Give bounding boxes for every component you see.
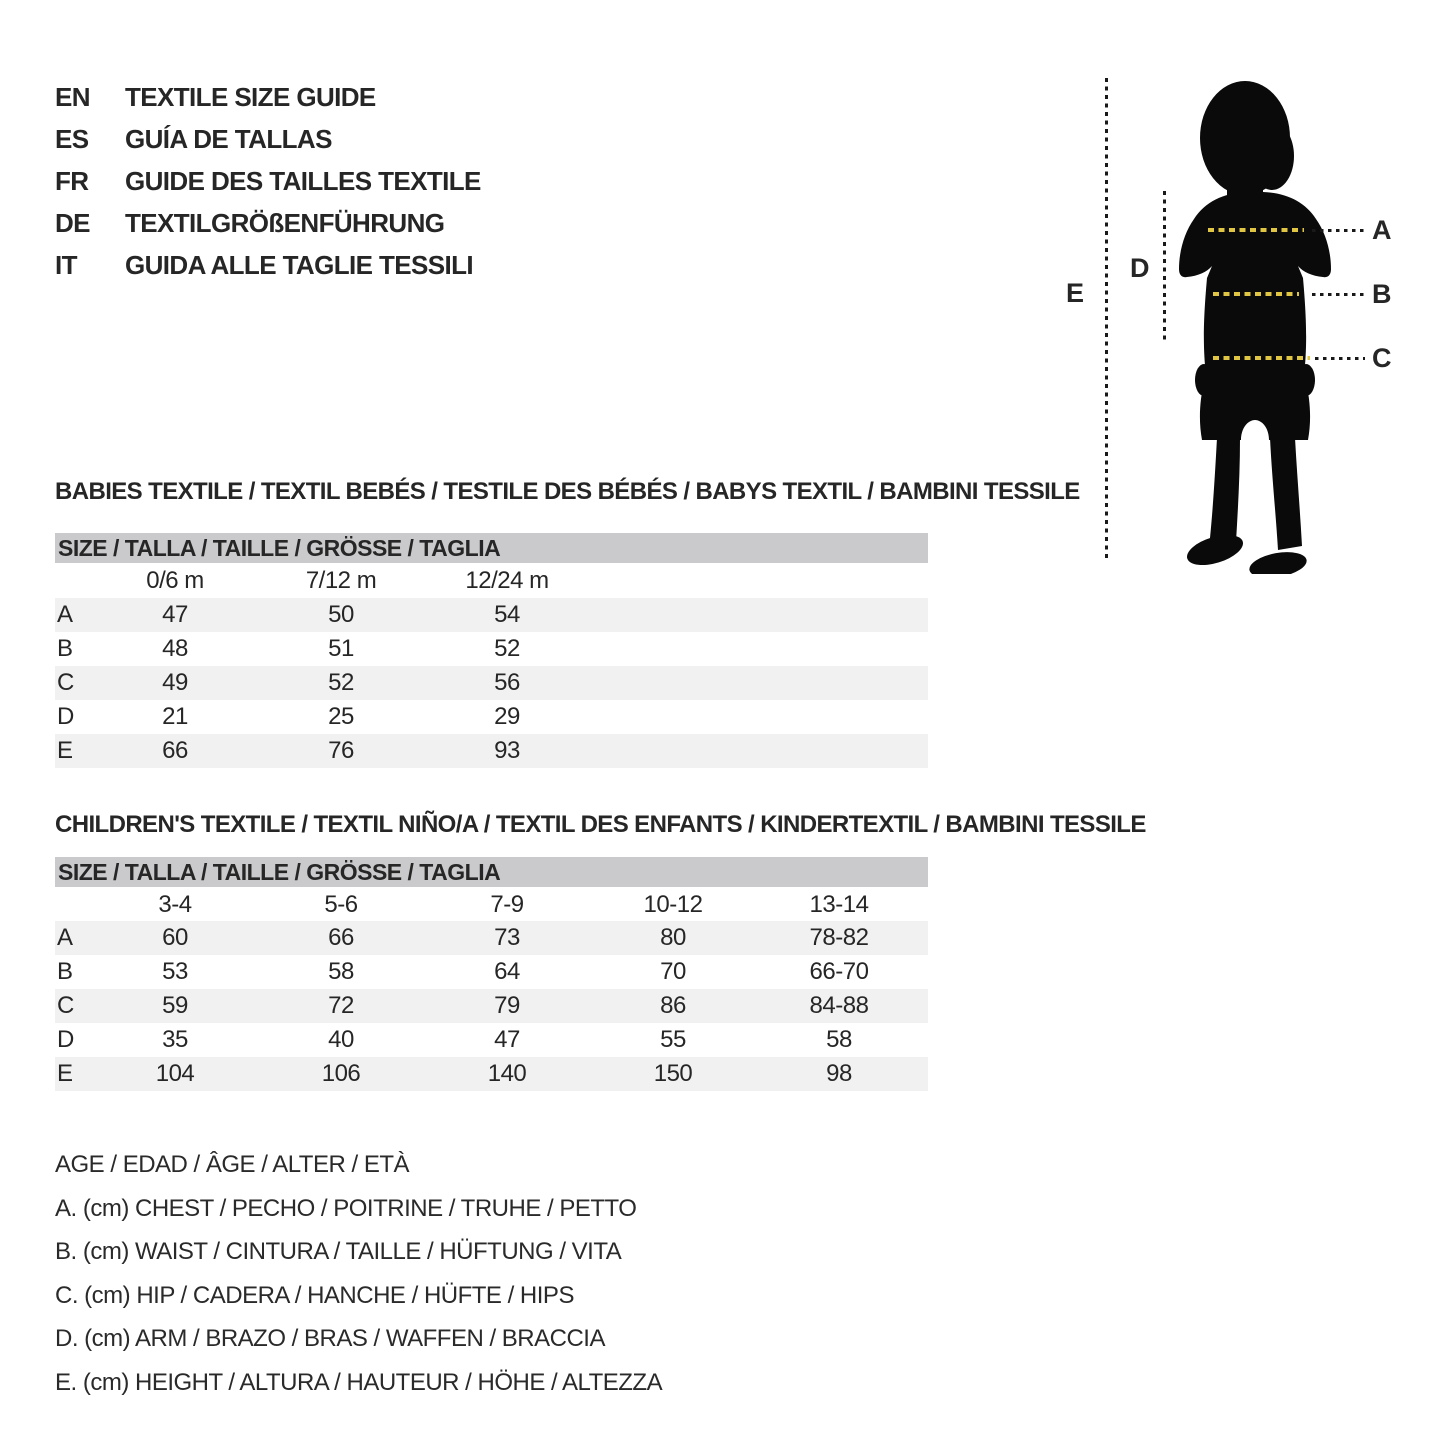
chest-measure-dots xyxy=(1312,229,1364,232)
cell: 98 xyxy=(826,1060,852,1087)
babies-size-header-bar: SIZE / TALLA / TAILLE / GRÖSSE / TAGLIA xyxy=(55,533,928,563)
table-row xyxy=(55,666,928,700)
table-row xyxy=(55,1023,928,1057)
babies-section-title: BABIES TEXTILE / TEXTIL BEBÉS / TESTILE DES BÉBÉS / BABYS TEXTIL / BAMBINI TESSILE xyxy=(55,478,1080,505)
column-header: 0/6 m xyxy=(146,566,204,594)
legend-hip: C. (cm) HIP / CADERA / HANCHE / HÜFTE / HIPS xyxy=(55,1281,574,1309)
arm-measure-line-d xyxy=(1163,191,1166,342)
cell: 35 xyxy=(162,1026,188,1053)
legend-arm: D. (cm) ARM / BRAZO / BRAS / WAFFEN / BRACCIA xyxy=(55,1325,605,1352)
child-silhouette xyxy=(1177,78,1333,574)
lang-title: GUIDA ALLE TAGLIE TESSILI xyxy=(125,250,474,280)
legend-waist: B. (cm) WAIST / CINTURA / TAILLE / HÜFTUNG / VITA xyxy=(55,1238,622,1265)
height-measure-line-e xyxy=(1105,78,1108,562)
lang-row-it xyxy=(55,244,481,286)
cell: 48 xyxy=(162,635,188,662)
lang-title: GUÍA DE TALLAS xyxy=(125,124,332,154)
table-row xyxy=(55,632,928,666)
cell: 86 xyxy=(660,992,686,1019)
cell: 47 xyxy=(494,1026,520,1053)
cell: 70 xyxy=(660,958,686,985)
children-size-header-bar: SIZE / TALLA / TAILLE / GRÖSSE / TAGLIA xyxy=(55,857,928,887)
row-label: E xyxy=(57,737,73,764)
cell: 140 xyxy=(487,1060,527,1087)
column-header: 7-9 xyxy=(490,890,524,918)
table-row xyxy=(55,921,928,955)
table-row xyxy=(55,700,928,734)
language-title-list xyxy=(55,76,481,286)
row-label: A xyxy=(57,924,73,951)
cell: 150 xyxy=(653,1060,693,1087)
cell: 47 xyxy=(162,601,188,628)
row-label: D xyxy=(57,703,74,730)
legend-chest: A. (cm) CHEST / PECHO / POITRINE / TRUHE / PETTO xyxy=(55,1194,637,1222)
cell: 60 xyxy=(162,924,188,951)
cell: 58 xyxy=(328,958,354,985)
cell: 55 xyxy=(660,1026,686,1053)
cell: 66 xyxy=(162,737,188,764)
cell: 50 xyxy=(328,601,354,628)
cell: 79 xyxy=(494,992,520,1019)
lang-title: TEXTILE SIZE GUIDE xyxy=(125,82,376,112)
cell: 66-70 xyxy=(809,958,869,985)
cell: 21 xyxy=(162,703,188,730)
lang-row-es xyxy=(55,118,481,160)
cell: 51 xyxy=(328,635,354,662)
table-row xyxy=(55,989,928,1023)
row-label: E xyxy=(57,1060,73,1087)
cell: 49 xyxy=(162,669,188,696)
cell: 58 xyxy=(826,1026,852,1053)
measure-label-e: E xyxy=(1066,278,1084,308)
cell: 53 xyxy=(162,958,188,985)
column-header: 3-4 xyxy=(158,890,192,918)
measurement-legend xyxy=(55,1143,662,1404)
table-row xyxy=(55,734,928,768)
row-label: C xyxy=(57,669,74,696)
cell: 106 xyxy=(321,1060,361,1087)
cell: 80 xyxy=(660,924,686,951)
cell: 78-82 xyxy=(809,924,869,951)
cell: 29 xyxy=(494,703,520,730)
chest-measure-dashes xyxy=(1208,228,1304,232)
cell: 52 xyxy=(328,669,354,696)
children-section-title: CHILDREN'S TEXTILE / TEXTIL NIÑO/A / TEXTIL DES ENFANTS / KINDERTEXTIL / BAMBINI TESSILE xyxy=(55,811,1146,838)
cell: 54 xyxy=(494,601,520,628)
measure-label-d: D xyxy=(1130,253,1149,283)
cell: 25 xyxy=(328,703,354,730)
babies-column-header-row xyxy=(55,563,928,598)
hip-measure-dots xyxy=(1315,357,1365,360)
table-row xyxy=(55,955,928,989)
cell: 93 xyxy=(494,737,520,764)
cell: 84-88 xyxy=(809,992,869,1019)
row-label: B xyxy=(57,958,73,985)
lang-title: GUIDE DES TAILLES TEXTILE xyxy=(125,166,481,196)
cell: 73 xyxy=(494,924,520,951)
cell: 64 xyxy=(494,958,520,985)
cell: 76 xyxy=(328,737,354,764)
measure-label-c: C xyxy=(1372,343,1391,373)
cell: 66 xyxy=(328,924,354,951)
waist-measure-dashes xyxy=(1213,292,1299,296)
lang-code: EN xyxy=(55,82,90,112)
lang-title: TEXTILGRÖßENFÜHRUNG xyxy=(125,208,445,238)
column-header: 13-14 xyxy=(809,890,869,918)
cell: 56 xyxy=(494,669,520,696)
cell: 40 xyxy=(328,1026,354,1053)
lang-code: IT xyxy=(55,250,77,280)
lang-code: FR xyxy=(55,166,89,196)
row-label: C xyxy=(57,992,74,1019)
children-column-header-row xyxy=(55,887,928,922)
measure-label-b: B xyxy=(1372,279,1391,309)
legend-height: E. (cm) HEIGHT / ALTURA / HAUTEUR / HÖHE / ALTEZZA xyxy=(55,1368,663,1396)
column-header: 10-12 xyxy=(643,890,703,918)
lang-code: DE xyxy=(55,208,90,238)
row-label: A xyxy=(57,601,73,628)
column-header: 7/12 m xyxy=(305,566,377,594)
cell: 104 xyxy=(155,1060,195,1087)
legend-age: AGE / EDAD / ÂGE / ALTER / ETÀ xyxy=(55,1151,409,1178)
row-label: B xyxy=(57,635,73,662)
lang-row-en xyxy=(55,76,481,118)
lang-code: ES xyxy=(55,124,89,154)
row-label: D xyxy=(57,1026,74,1053)
lang-row-de xyxy=(55,202,481,244)
table-row xyxy=(55,598,928,632)
measure-label-a: A xyxy=(1372,215,1391,245)
cell: 59 xyxy=(162,992,188,1019)
cell: 52 xyxy=(494,635,520,662)
lang-row-fr xyxy=(55,160,481,202)
column-header: 5-6 xyxy=(324,890,358,918)
hip-measure-dashes xyxy=(1213,356,1310,360)
waist-measure-dots xyxy=(1312,293,1364,296)
table-row xyxy=(55,1057,928,1091)
cell: 72 xyxy=(328,992,354,1019)
column-header: 12/24 m xyxy=(465,566,549,594)
